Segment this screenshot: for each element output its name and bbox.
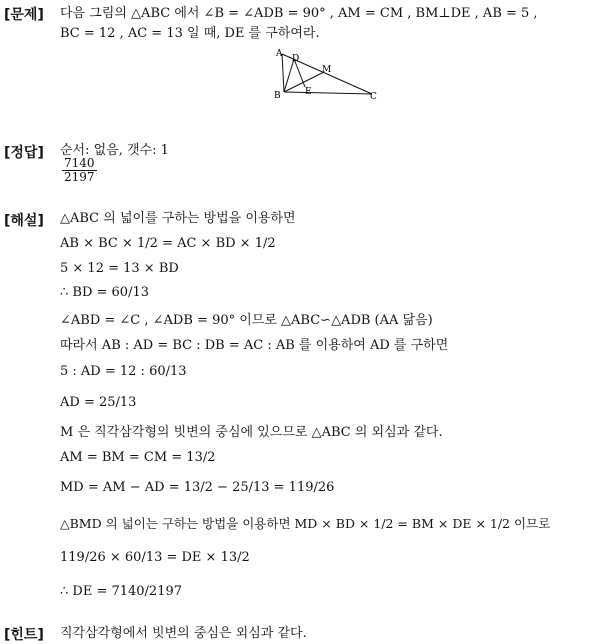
segment-bm [284,72,324,92]
label-c: C [370,92,377,102]
solution-step-3: 5 × 12 = 13 × BD [60,261,179,276]
label-m: M [322,65,332,75]
label-d: D [292,54,300,64]
solution-step-1: △ABC 의 넓이를 구하는 방법을 이용하면 [60,211,296,226]
answer-denominator: 2197 [64,170,95,184]
hint-text: 직각삼각형에서 빗변의 중심은 외심과 같다. [60,626,307,641]
triangle-figure [272,46,382,102]
solution-step-11: MD = AM − AD = 13/2 − 25/13 = 119/26 [60,480,335,495]
solution-step-5: ∠ABD = ∠C , ∠ADB = 90° 이므로 △ABC∽△ADB (AA 닮음) [60,313,433,328]
label-e: E [305,87,312,97]
label-b: B [274,91,281,101]
label-a: A [276,49,283,59]
answer-numerator: 7140 [64,156,95,170]
answer-line: 순서: 없음, 갯수: 1 [60,143,169,158]
solution-step-13: 119/26 × 60/13 = DE × 13/2 [60,550,250,565]
solution-step-6: 따라서 AB : AD = BC : DB = AC : AB 를 이용하여 AD 를 구하면 [60,338,449,353]
hint-tag: [힌트] [4,627,44,643]
side-ab [282,54,284,92]
problem-line-2: BC = 12 , AC = 13 일 때, DE 를 구하여라. [60,26,320,41]
problem-tag: [문제] [4,7,44,23]
solution-tag: [해설] [4,213,44,229]
solution-step-9: M 은 직각삼각형의 빗변의 중심에 있으므로 △ABC 의 외심과 같다. [60,425,443,440]
answer-fraction [60,157,99,184]
solution-step-14: ∴ DE = 7140/2197 [60,584,183,599]
solution-step-4: ∴ BD = 60/13 [60,285,150,300]
solution-step-10: AM = BM = CM = 13/2 [60,450,216,465]
solution-step-7: 5 : AD = 12 : 60/13 [60,364,187,379]
answer-tag: [정답] [4,145,44,161]
solution-step-8: AD = 25/13 [60,395,137,410]
problem-line-1: 다음 그림의 △ABC 에서 ∠B = ∠ADB = 90° , AM = CM , BM⊥DE , AB = 5 , [60,6,538,21]
solution-step-12: △BMD 의 넓이는 구하는 방법을 이용하면 MD × BD × 1/2 = BM × DE × 1/2 이므로 [60,516,551,531]
solution-step-2: AB × BC × 1/2 = AC × BD × 1/2 [60,236,276,251]
side-bc [284,92,372,94]
